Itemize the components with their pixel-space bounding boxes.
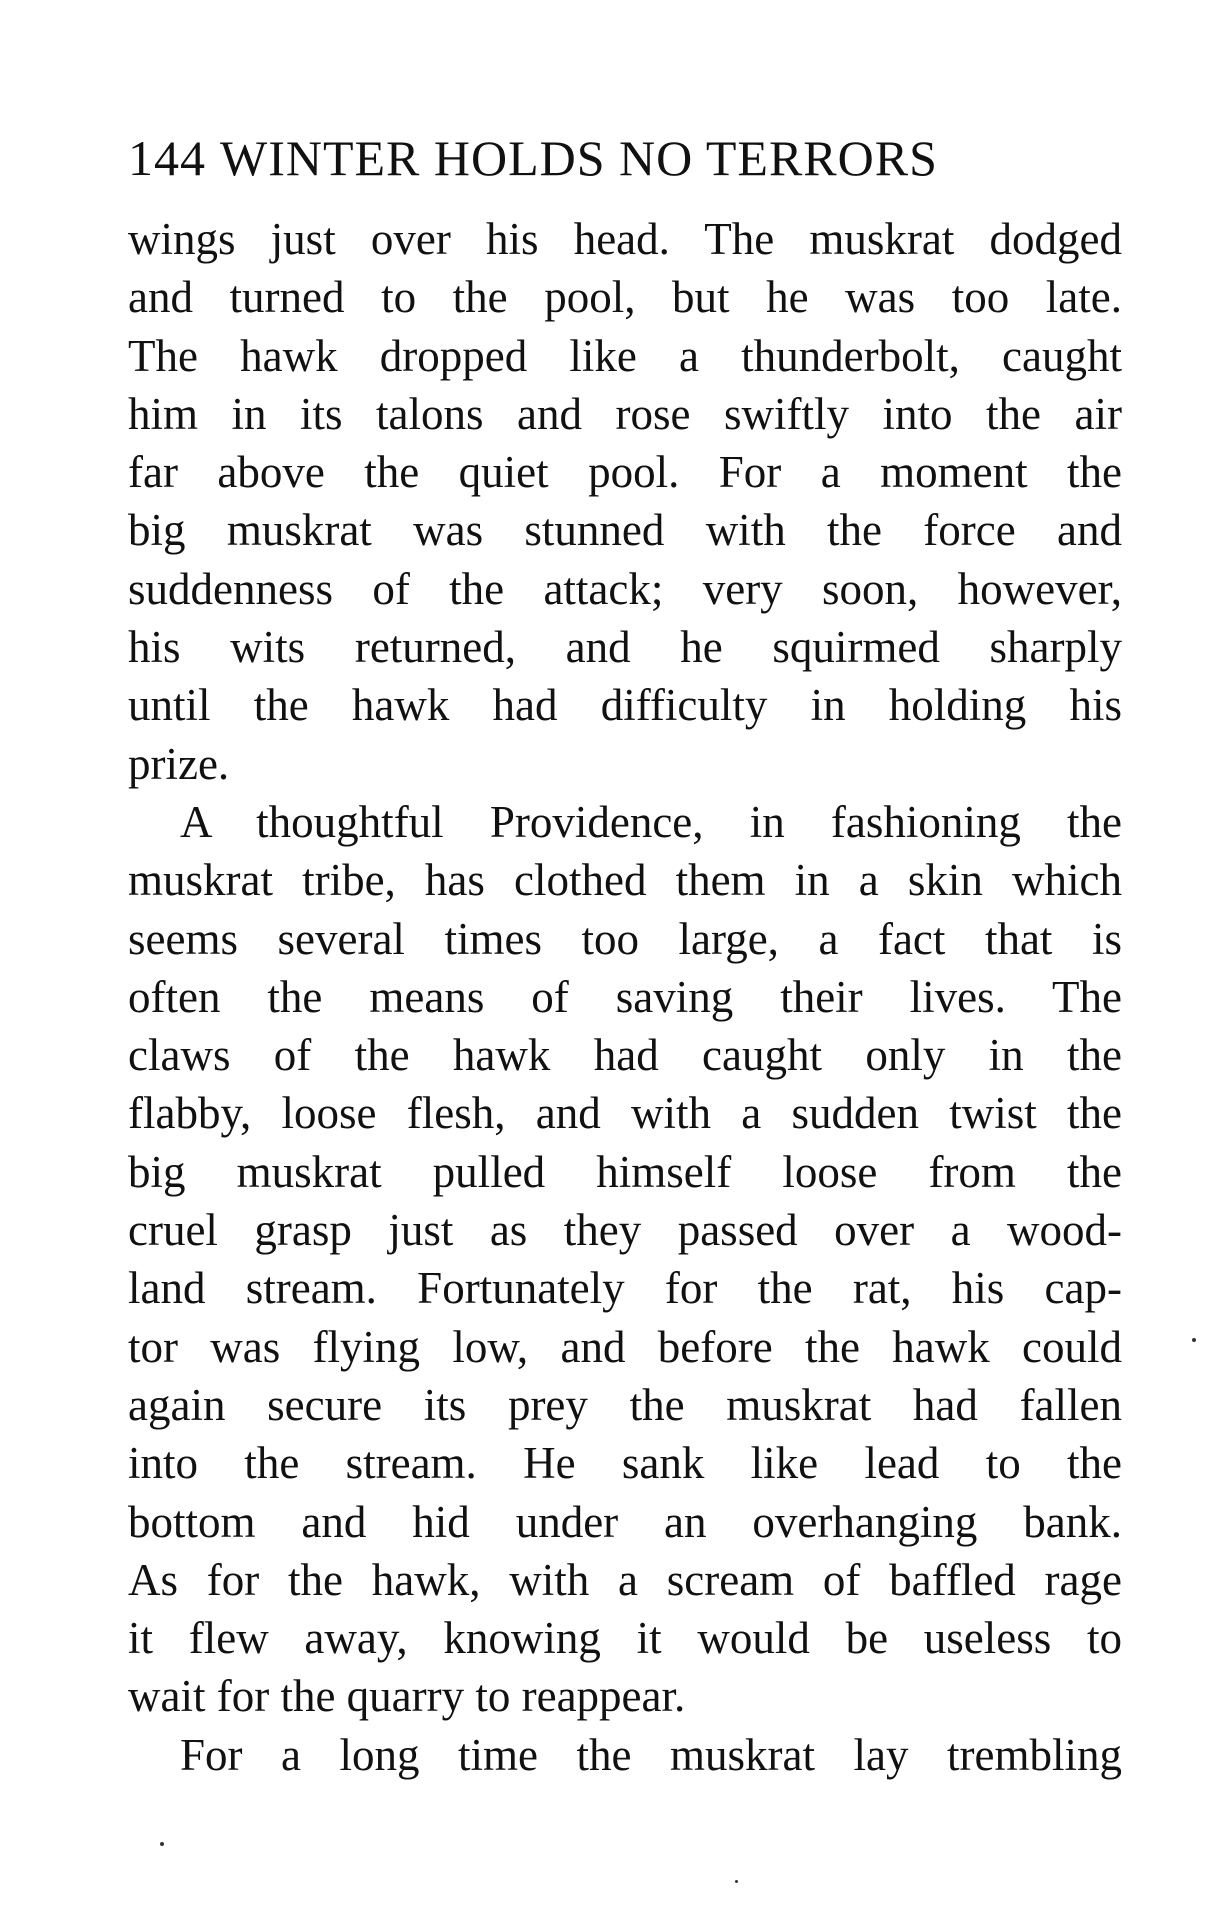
text-line: As for the hawk, with a scream of baffled rage	[128, 1554, 1122, 1605]
running-head	[128, 128, 1118, 188]
text-line: The hawk dropped like a thunderbolt, caught	[128, 330, 1122, 381]
text-line: wait for the quarry to reappear.	[128, 1671, 686, 1722]
paper-speck	[1192, 1338, 1196, 1342]
text-line: big muskrat pulled himself loose from the	[128, 1146, 1122, 1197]
paragraph-first-line: For a long time the muskrat lay trembling	[180, 1729, 1122, 1780]
running-title: WINTER HOLDS NO TERRORS	[220, 130, 938, 186]
text-line: often the means of saving their lives. The	[128, 971, 1122, 1022]
text-line: his wits returned, and he squirmed sharply	[128, 622, 1122, 673]
text-line: tor was flying low, and before the hawk could	[128, 1321, 1122, 1372]
text-line: big muskrat was stunned with the force and	[128, 505, 1122, 556]
text-line: suddenness of the attack; very soon, however,	[128, 563, 1122, 614]
text-line: and turned to the pool, but he was too late.	[128, 272, 1122, 323]
text-line: him in its talons and rose swiftly into the air	[128, 388, 1122, 439]
page-number: 144	[128, 130, 206, 186]
text-line: it flew away, knowing it would be useless to	[128, 1613, 1122, 1664]
text-line: wings just over his head. The muskrat dodged	[128, 214, 1122, 264]
text-line: flabby, loose flesh, and with a sudden twist the	[128, 1088, 1122, 1139]
paper-speck	[160, 1842, 164, 1846]
text-line: far above the quiet pool. For a moment the	[128, 447, 1122, 498]
text-line: cruel grasp just as they passed over a wood-	[128, 1205, 1122, 1256]
text-line: again secure its prey the muskrat had fallen	[128, 1379, 1122, 1430]
text-line: until the hawk had difficulty in holding his	[128, 680, 1122, 731]
text-line: land stream. Fortunately for the rat, his cap-	[128, 1263, 1122, 1314]
body-text	[128, 210, 1122, 1784]
paragraph-first-line: A thoughtful Providence, in fashioning the	[180, 796, 1122, 847]
text-line: claws of the hawk had caught only in the	[128, 1030, 1122, 1081]
text-line: seems several times too large, a fact that is	[128, 913, 1122, 964]
paper-speck	[735, 1880, 738, 1883]
text-line: into the stream. He sank like lead to the	[128, 1438, 1122, 1489]
text-line: prize.	[128, 738, 230, 789]
text-line: bottom and hid under an overhanging bank.	[128, 1496, 1122, 1547]
text-line: muskrat tribe, has clothed them in a skin which	[128, 855, 1122, 906]
